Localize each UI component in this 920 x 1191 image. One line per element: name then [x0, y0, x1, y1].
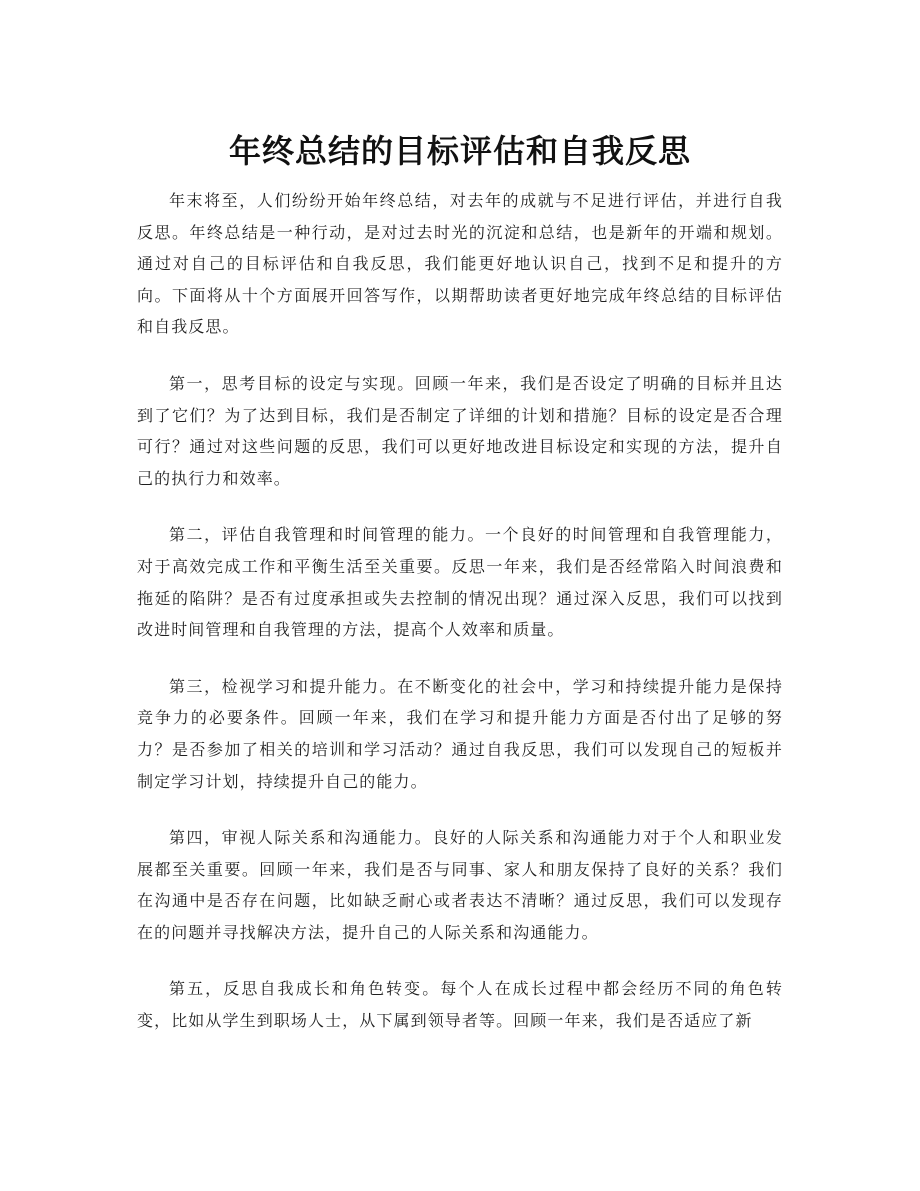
- document-title: 年终总结的目标评估和自我反思: [228, 132, 691, 171]
- paragraph-first: 第一，思考目标的设定与实现。回顾一年来，我们是否设定了明确的目标并且达到了它们？为了达到目标，我们是否制定了详细的计划和措施？目标的设定是否合理可行？通过对这些问题的反思，我们可以更好地改进目标设定和实现的方法，提升自己的执行力和效率。: [137, 373, 783, 488]
- paragraph-intro: 年末将至，人们纷纷开始年终总结，对去年的成就与不足进行评估，并进行自我反思。年终总结是一种行动，是对过去时光的沉淀和总结，也是新年的开端和规划。通过对自己的目标评估和自我反思，我们能更好地认识自己，找到不足和提升的方向。下面将从十个方面展开回答写作，以期帮助读者更好地完成年终总结的目标评估和自我反思。: [137, 191, 783, 337]
- document-body: [137, 185, 783, 1062]
- paragraph-fourth: 第四，审视人际关系和沟通能力。良好的人际关系和沟通能力对于个人和职业发展都至关重要。回顾一年来，我们是否与同事、家人和朋友保持了良好的关系？我们在沟通中是否存在问题，比如缺乏耐心或者表达不清晰？通过反思，我们可以发现存在的问题并寻找解决方法，提升自己的人际关系和沟通能力。: [137, 828, 783, 942]
- paragraph-fifth: 第五，反思自我成长和角色转变。每个人在成长过程中都会经历不同的角色转变，比如从学生到职场人士，从下属到领导者等。回顾一年来，我们是否适应了新: [137, 979, 783, 1031]
- paragraph-third: 第三，检视学习和提升能力。在不断变化的社会中，学习和持续提升能力是保持竞争力的必要条件。回顾一年来，我们在学习和提升能力方面是否付出了足够的努力？是否参加了相关的培训和学习活动？通过自我反思，我们可以发现自己的短板并制定学习计划，持续提升自己的能力。: [137, 676, 783, 791]
- paragraph-second: 第二，评估自我管理和时间管理的能力。一个良好的时间管理和自我管理能力，对于高效完成工作和平衡生活至关重要。反思一年来，我们是否经常陷入时间浪费和拖延的陷阱？是否有过度承担或失去控制的情况出现？通过深入反思，我们可以找到改进时间管理和自我管理的方法，提高个人效率和质量。: [137, 525, 783, 640]
